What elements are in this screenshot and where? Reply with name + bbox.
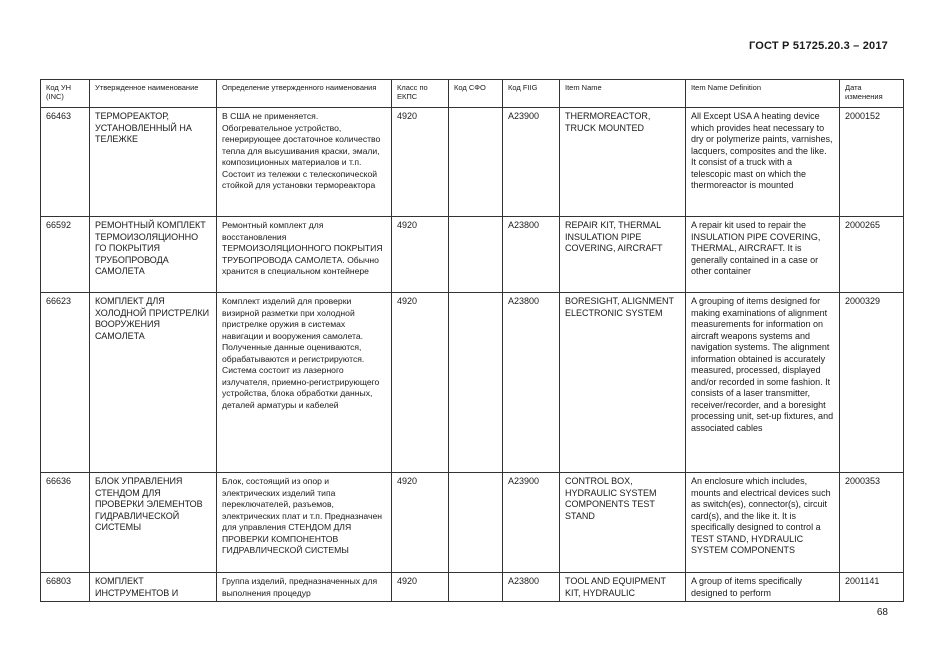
cell-inc: 66592 [41,217,90,293]
cell-definition-ru: Блок, состоящий из опор и электрических изделий типа переключателей, разъемов, электрических плат и т.п. Предназначен для управления СТЕНДОМ ДЛЯ ПРОВЕРКИ КОМПОНЕНТОВ ГИДРАВЛИЧЕСКОЙ СИСТЕМЫ [217,473,392,573]
cell-name-ru: РЕМОНТНЫЙ КОМПЛЕКТ ТЕРМОИЗОЛЯЦИОННО ГО ПОКРЫТИЯ ТРУБОПРОВОДА САМОЛЕТА [90,217,217,293]
cell-fiig: A23800 [503,217,560,293]
cell-sfo [449,217,503,293]
cell-item-name: THERMOREACTOR, TRUCK MOUNTED [560,108,686,217]
cell-name-ru: КОМПЛЕКТ ИНСТРУМЕНТОВ И [90,573,217,602]
cell-sfo [449,573,503,602]
col-header-item-def: Item Name Definition [686,80,840,108]
cell-definition-ru: Группа изделий, предназначенных для выполнения процедур [217,573,392,602]
cell-fiig: A23900 [503,108,560,217]
cell-item-name: TOOL AND EQUIPMENT KIT, HYDRAULIC [560,573,686,602]
table-header-row [41,80,904,108]
cell-definition-ru: Комплект изделий для проверки визирной разметки при холодной пристрелке оружия в системах навигации и вооружения самолета. Полученные данные оцениваются, обрабатываются и регистрируются. Система состоит из лазерного излучателя, приемно-регистрирующего устройства, блока обработки данных, деталей арматуры и кабелей [217,293,392,473]
cell-definition-ru: Ремонтный комплект для восстановления ТЕРМОИЗОЛЯЦИОННОГО ПОКРЫТИЯ ТРУБОПРОВОДА САМОЛЕТА. Обычно хранится в специальном контейнере [217,217,392,293]
cell-ekps: 4920 [392,293,449,473]
col-header-fiig: Код FIIG [503,80,560,108]
cell-fiig: A23800 [503,573,560,602]
cell-sfo [449,473,503,573]
table-row [41,293,904,473]
cell-item-def: A repair kit used to repair the INSULATION PIPE COVERING, THERMAL, AIRCRAFT. It is generally contained in a case or other container [686,217,840,293]
col-header-item-name: Item Name [560,80,686,108]
cell-inc: 66636 [41,473,90,573]
table-row [41,108,904,217]
table-row [41,217,904,293]
table-row [41,573,904,602]
cell-name-ru: ТЕРМОРЕАКТОР, УСТАНОВЛЕННЫЙ НА ТЕЛЕЖКЕ [90,108,217,217]
cell-inc: 66803 [41,573,90,602]
cell-item-def: An enclosure which includes, mounts and electrical devices such as switch(es), connector(s), circuit card(s), and the like it. It is specifically designed to control a TEST STAND, HYDRAULIC SYSTEM COMPONENTS [686,473,840,573]
cell-fiig: A23900 [503,473,560,573]
table-row [41,473,904,573]
cell-definition-ru: В США не применяется. Обогревательное устройство, генерирующее достаточное количество тепла для высушивания краски, эмали, композиционных материалов и т.п. Состоит из тележки с телескопической стойкой для установки термореактора [217,108,392,217]
cell-item-name: CONTROL BOX, HYDRAULIC SYSTEM COMPONENTS TEST STAND [560,473,686,573]
cell-ekps: 4920 [392,573,449,602]
document-code: ГОСТ Р 51725.20.3 – 2017 [748,40,888,52]
cell-date: 2000329 [840,293,904,473]
page-number: 68 [876,607,888,618]
cell-item-name: BORESIGHT, ALIGNMENT ELECTRONIC SYSTEM [560,293,686,473]
cell-ekps: 4920 [392,473,449,573]
cell-ekps: 4920 [392,108,449,217]
cell-name-ru: КОМПЛЕКТ ДЛЯ ХОЛОДНОЙ ПРИСТРЕЛКИ ВООРУЖЕНИЯ САМОЛЕТА [90,293,217,473]
col-header-date: Дата изменения [840,80,904,108]
col-header-inc: Код УН (INC) [41,80,90,108]
cell-sfo [449,108,503,217]
cell-name-ru: БЛОК УПРАВЛЕНИЯ СТЕНДОМ ДЛЯ ПРОВЕРКИ ЭЛЕМЕНТОВ ГИДРАВЛИЧЕСКОЙ СИСТЕМЫ [90,473,217,573]
cell-item-name: REPAIR KIT, THERMAL INSULATION PIPE COVERING, AIRCRAFT [560,217,686,293]
cell-inc: 66463 [41,108,90,217]
col-header-ekps: Класс по ЕКПС [392,80,449,108]
cell-date: 2000353 [840,473,904,573]
nomenclature-table [40,79,904,602]
cell-date: 2000265 [840,217,904,293]
cell-date: 2000152 [840,108,904,217]
cell-item-def: A grouping of items designed for making examinations of alignment measurements for information on aircraft weapons systems and navigation systems. The alignment information obtained is accurately measured, processed, displayed and/or recorded in some fashion. It consists of a laser transmitter, receiver/recorder, and a boresight processing unit, set-up fixtures, and associated cables [686,293,840,473]
cell-fiig: A23800 [503,293,560,473]
col-header-sfo: Код СФО [449,80,503,108]
cell-date: 2001141 [840,573,904,602]
cell-inc: 66623 [41,293,90,473]
cell-sfo [449,293,503,473]
cell-item-def: All Except USA A heating device which provides heat necessary to dry or polymerize paints, varnishes, lacquers, composites and the like. It consist of a truck with a telescopic mast on which the thermoreactor is mounted [686,108,840,217]
cell-ekps: 4920 [392,217,449,293]
col-header-definition-ru: Определение утвержденного наименования [217,80,392,108]
col-header-name-ru: Утвержденное наименование [90,80,217,108]
cell-item-def: A group of items specifically designed to perform [686,573,840,602]
